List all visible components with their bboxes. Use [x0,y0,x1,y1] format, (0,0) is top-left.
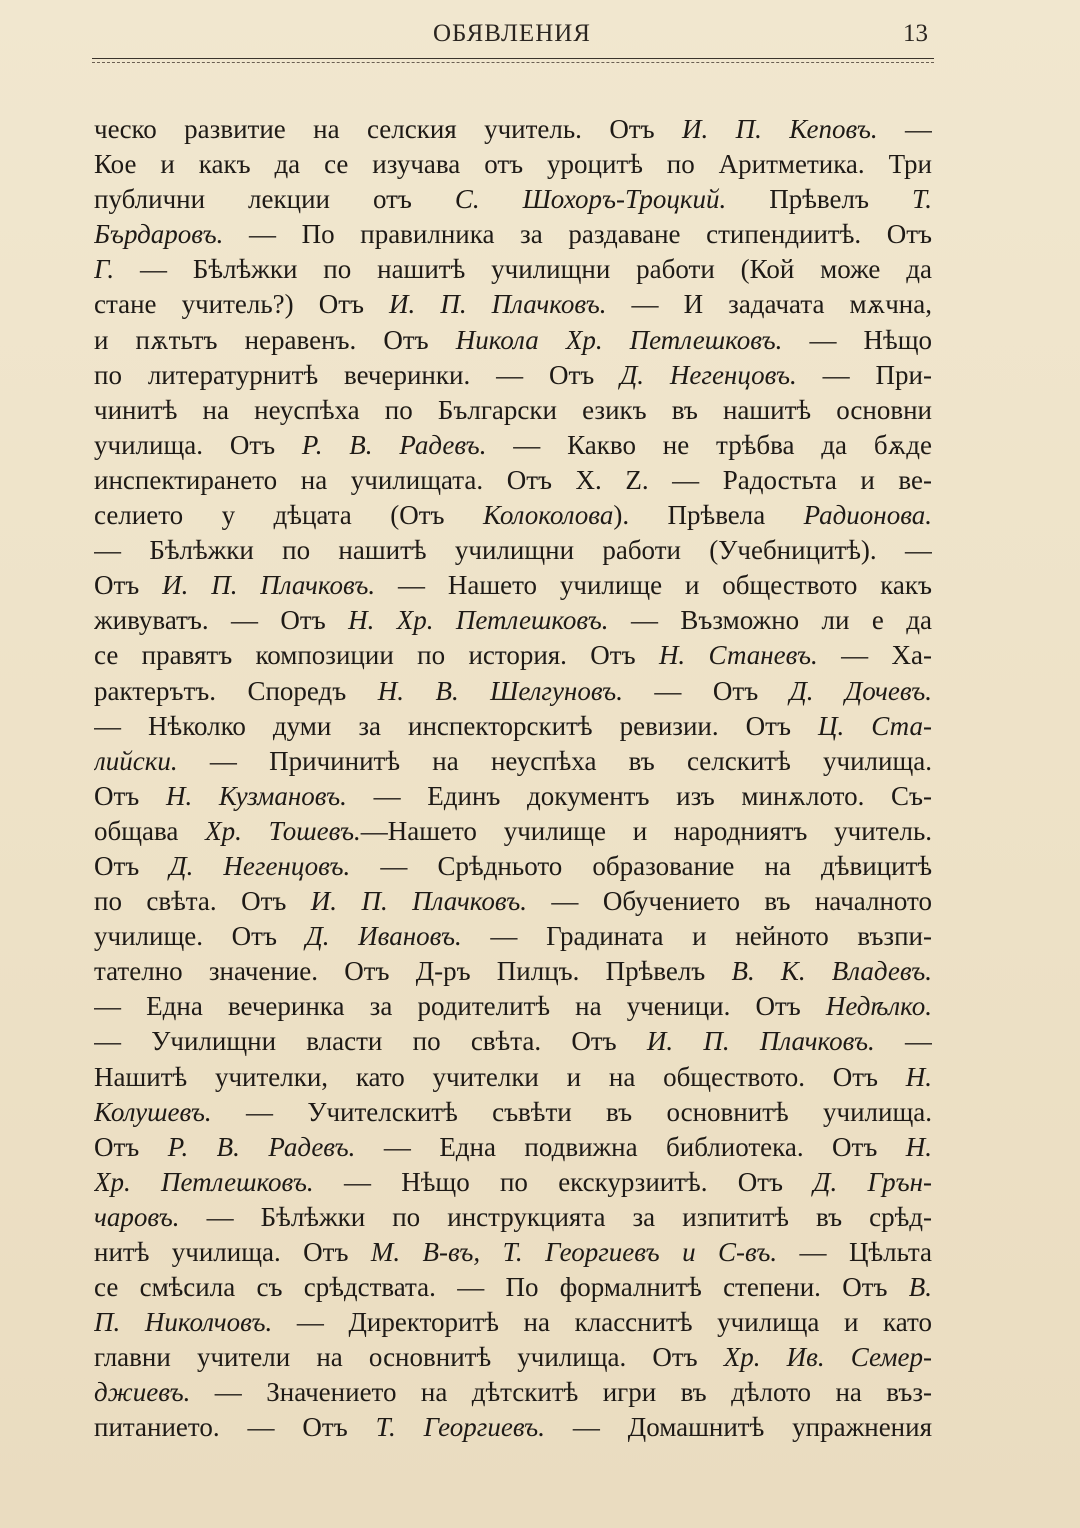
text-segment: се правятъ композиции по история. Отъ [94,640,659,671]
text-segment: питанието. — Отъ [94,1412,376,1443]
text-line [94,919,932,954]
text-segment: — Цѣльта [777,1237,932,1267]
text-segment: Отъ [94,850,170,881]
author-name: Р. В. Радевъ. [301,429,487,460]
text-line [94,393,932,428]
text-segment: — Директоритѣ на класснитѣ училища и като [272,1307,932,1338]
text-line [94,1130,932,1165]
text-line [94,1024,932,1059]
text-segment: — И задачата мѫчна, [606,289,932,320]
text-line [94,1270,932,1305]
author-name: Д. Грън- [813,1166,932,1197]
author-name: Н. [905,1131,932,1162]
text-line [94,112,932,147]
text-line [94,638,932,673]
author-name: Колушевъ. [94,1096,212,1127]
text-segment: по свѣта. Отъ [94,886,311,917]
text-segment: — Нѣщо по екскурзиитѣ. Отъ [313,1166,814,1197]
text-line [94,1340,932,1375]
text-segment: — Учителскитѣ съвѣти въ основнитѣ училища. [211,1096,932,1127]
text-segment: — Домашнитѣ упражнения [544,1412,932,1443]
text-line [94,779,932,814]
text-segment: — Една вечеринка за родителитѣ на ученици. Отъ [94,991,826,1022]
text-segment: Нашитѣ учителки, като учителки и на обществото. Отъ [94,1061,906,1092]
text-segment: — Какво не трѣбва да бѫде [486,429,932,460]
author-name: Д. Дочевъ. [789,675,932,706]
text-segment: общава [94,815,206,846]
text-line [94,1165,932,1200]
text-line [94,603,932,638]
text-segment: — Срѣдньото образование на дѣвицитѣ [350,850,932,881]
author-name: Н. В. Шелгуновъ. [377,675,623,706]
text-segment: публични лекции отъ [94,184,455,215]
author-name: В. [908,1272,932,1303]
text-line [94,1060,932,1095]
author-name: С. Шохоръ-Троцкий. [454,184,727,215]
author-name: Бърдаровъ. [94,219,224,250]
author-name: Н. Хр. Петлешковъ. [348,605,609,636]
text-segment: чинитѣ на неуспѣха по Български езикъ въ нашитѣ основни [94,394,932,425]
text-line [94,1410,932,1445]
text-line [94,674,932,709]
text-segment: — Градината и нейното възпи- [461,921,932,952]
text-line [94,884,932,919]
author-name: Хр. Ив. Семер- [723,1342,932,1373]
text-segment: — Нѣколко думи за инспекторскитѣ ревизии. Отъ [94,710,818,741]
announcement-text [94,112,932,1446]
text-segment: — Бѣлѣжки по нашитѣ училищни работи (Кой може да [114,254,932,285]
author-name: Т. Георгиевъ. [375,1412,545,1443]
text-segment: — Училищни власти по свѣта. Отъ [94,1026,647,1057]
author-name: Н. [905,1061,932,1092]
text-line [94,1375,932,1410]
text-line [94,954,932,989]
text-line [94,1235,932,1270]
text-line [94,428,932,463]
text-segment: стане учитель?) Отъ [94,289,390,320]
text-line [94,533,932,568]
text-segment: — Отъ [622,675,790,706]
text-segment: — Нѣщо [782,324,932,355]
text-segment: — По правилника за раздаване стипендиитѣ. Отъ [223,219,932,250]
text-segment: — [874,1026,932,1057]
text-line [94,323,932,358]
author-name: Н. Кузмановъ. [165,780,347,811]
text-line [94,1305,932,1340]
text-segment: рактерътъ. Споредъ [94,675,378,706]
author-name: Хр. Тошевъ. [205,815,361,846]
text-segment: нитѣ училища. Отъ [94,1237,371,1267]
author-name: И. П. Плачковъ. [389,289,607,320]
text-segment: училища. Отъ [94,429,302,460]
text-line [94,744,932,779]
text-segment: живуватъ. — Отъ [94,605,349,636]
text-line [94,182,932,217]
author-name: Радионова. [803,500,932,531]
text-segment: инспектирането на училищата. Отъ Х. Z. — Радостьта и ве- [94,464,932,495]
text-line [94,1200,932,1235]
text-line [94,989,932,1024]
text-segment: — Значението на дѣтскитѣ игри въ дѣлото на въз- [190,1377,932,1408]
author-name: Г. [94,254,115,285]
author-name: джиевъ. [94,1377,191,1408]
author-name: Д. Ивановъ. [305,921,462,952]
header-rule [92,58,934,59]
text-segment: — Обучението въ началното [526,886,932,917]
running-title: ОБЯВЛЕНИЯ [433,20,591,47]
text-segment: селието у дѣцата (Отъ [94,500,483,531]
author-name: М. В-въ, Т. Георгиевъ и С-въ. [370,1237,778,1267]
author-name: П. Николчовъ. [94,1307,273,1338]
text-segment: — При- [796,359,932,390]
author-name: Д. Негенцовъ. [169,850,351,881]
author-name: Никола Хр. Петлешковъ. [455,324,783,355]
author-name: Н. Станевъ. [658,640,818,671]
text-line [94,849,932,884]
text-segment: Отъ [94,570,163,601]
author-name: В. К. Владевъ. [731,956,932,987]
author-name: И. П. Кеповъ. [681,114,878,144]
text-line [94,568,932,603]
text-line [94,463,932,498]
text-segment: главни учители на основнитѣ училища. Отъ [94,1342,724,1373]
text-segment: — Бѣлѣжки по нашитѣ училищни работи (Учебницитѣ). — [94,535,932,566]
text-segment: училище. Отъ [94,921,306,952]
page-number: 13 [903,20,928,47]
text-line [94,217,932,252]
author-name: Р. В. Радевъ. [167,1131,356,1162]
text-segment: — Една подвижна библиотека. Отъ [355,1131,906,1162]
author-name: Колоколова [482,500,614,531]
text-line [94,287,932,322]
text-segment: чеcко развитие на селския учитель. Отъ [94,114,682,144]
text-segment: —Нашето училище и народниятъ учитель. [360,815,932,846]
text-line [94,358,932,393]
text-segment: — [877,114,932,144]
author-name: Ц. Ста- [817,710,932,741]
text-segment: тателно значение. Отъ Д-ръ Пилцъ. Прѣвелъ [94,956,732,987]
author-name: И. П. Плачковъ. [310,886,527,917]
text-segment: — Нашето училище и обществото какъ [375,570,932,601]
author-name: лийски. [94,745,178,776]
author-name: Хр. Петлешковъ. [94,1166,314,1197]
text-segment: — Единъ документъ изъ минѫлото. Съ- [346,780,932,811]
author-name: Т. [911,184,932,215]
author-name: Недѣлко. [825,991,932,1022]
text-segment: — Бѣлѣжки по инструкцията за изпититѣ въ срѣд- [179,1201,932,1232]
text-segment: се смѣсила съ срѣдствата. — По формалнитѣ степени. Отъ [94,1272,909,1303]
text-segment: Отъ [94,1131,168,1162]
text-line [94,709,932,744]
header-rule-dashed [92,62,934,63]
text-line [94,498,932,533]
text-segment: ). Прѣвела [613,500,804,531]
text-line [94,147,932,182]
page-header [92,18,932,54]
text-line [94,252,932,287]
text-segment: — Възможно ли е да [608,605,932,636]
text-segment: и пѫтьтъ неравенъ. Отъ [94,324,456,355]
text-segment: — Причинитѣ на неуспѣха въ селскитѣ училища. [177,745,932,776]
text-line [94,1095,932,1130]
text-segment: Кое и какъ да се изучава отъ уроцитѣ по Аритметика. Три [94,149,932,180]
text-line [94,814,932,849]
text-segment: — Ха- [817,640,932,671]
text-segment: Прѣвелъ [726,184,912,215]
text-segment: по литературнитѣ вечеринки. — Отъ [94,359,621,390]
author-name: И. П. Плачковъ. [162,570,376,601]
author-name: Д. Негенцовъ. [620,359,797,390]
text-segment: Отъ [94,780,166,811]
author-name: И. П. Плачковъ. [646,1026,875,1057]
author-name: чаровъ. [94,1201,180,1232]
